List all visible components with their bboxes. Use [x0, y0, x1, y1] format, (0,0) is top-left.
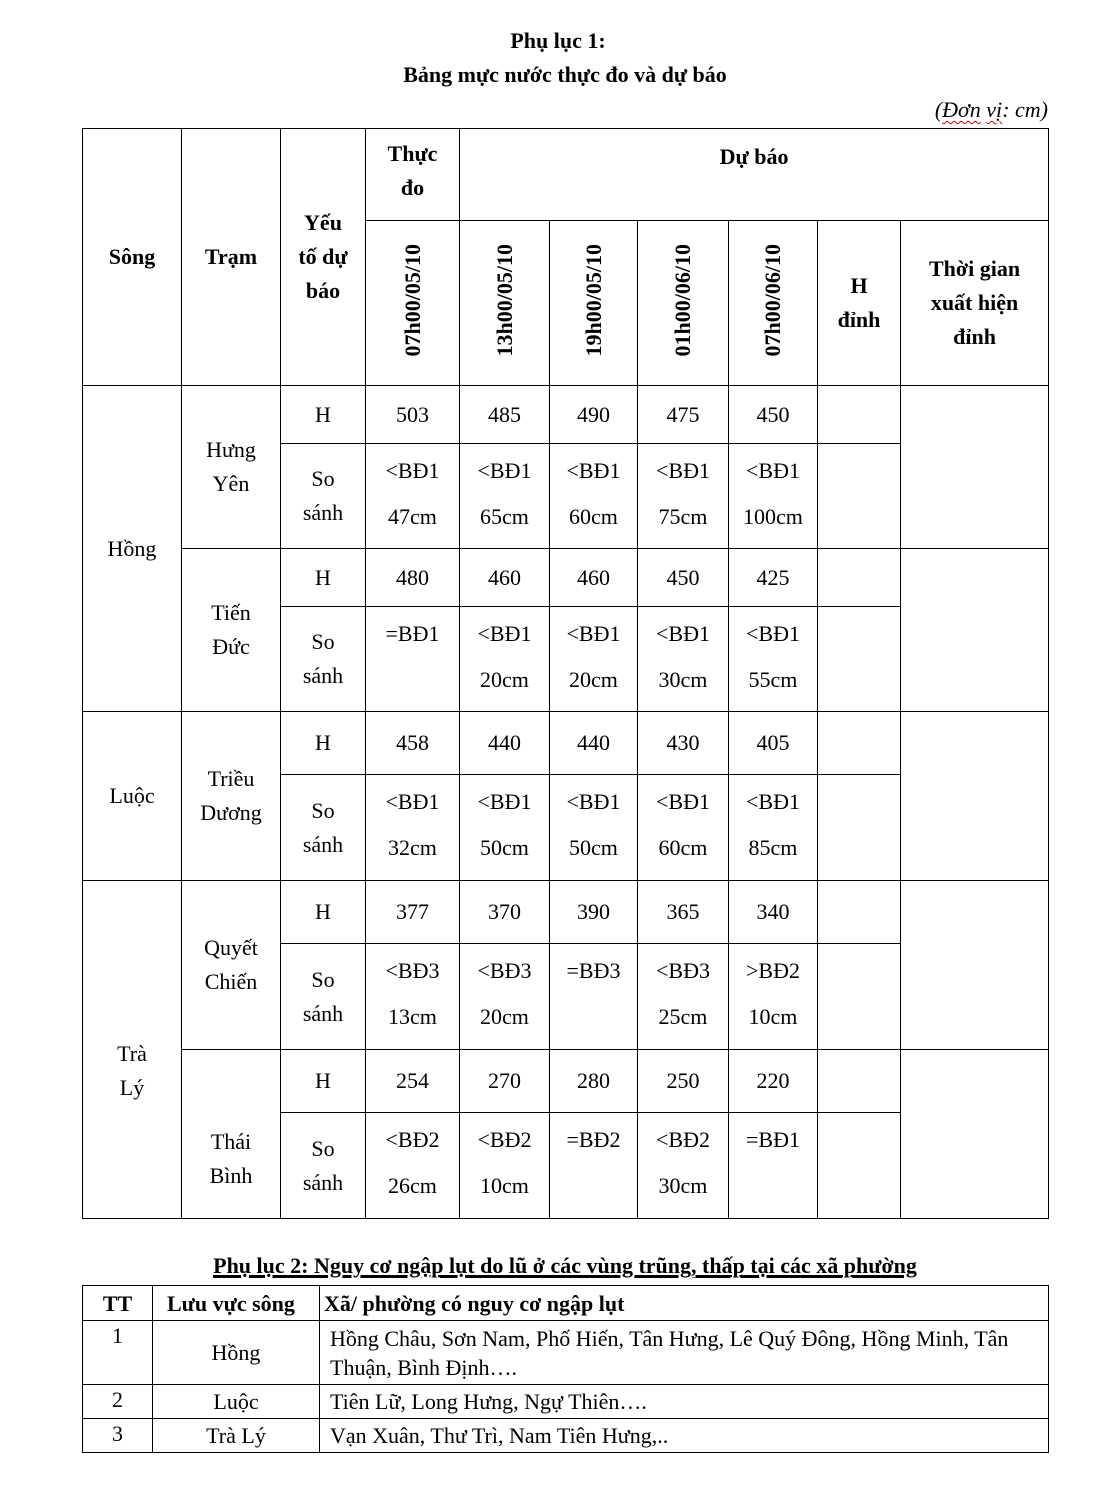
forecast-h-value: 475: [638, 386, 729, 444]
measured-h-value: 480: [366, 549, 460, 607]
compare-level: <BĐ1: [746, 458, 800, 483]
compare-level: <BĐ3: [656, 958, 710, 983]
forecast-h-value: 460: [460, 549, 550, 607]
table-row-h: [83, 549, 1049, 607]
header-peak-h: [818, 221, 901, 386]
header-time-1-label: 13h00/05/10: [491, 243, 517, 357]
factor-h: H: [281, 881, 366, 944]
measured-compare-value: [366, 944, 460, 1050]
compare-level: <BĐ1: [385, 789, 440, 814]
forecast-compare-value: [460, 1113, 550, 1219]
row-number: 3: [83, 1419, 153, 1453]
forecast-compare-value: [729, 444, 818, 549]
station-name-line-2: Chiến: [204, 969, 258, 994]
header-measured: [366, 129, 460, 221]
forecast-h-value: 450: [638, 549, 729, 607]
peak-h-cell: [818, 712, 901, 775]
peak-time-cell: [901, 549, 1049, 712]
peak-time-cell: [901, 1050, 1049, 1219]
row-number: 1: [83, 1321, 153, 1385]
river-basin: Luộc: [153, 1385, 320, 1419]
forecast-h-value: 440: [460, 712, 550, 775]
factor-compare: [281, 944, 366, 1050]
measured-compare-value: [366, 1113, 460, 1219]
factor-h: H: [281, 549, 366, 607]
forecast-h-value: 340: [729, 881, 818, 944]
river-name-line-2: Lý: [119, 1074, 145, 1100]
factor-compare: [281, 607, 366, 712]
forecast-h-value: 250: [638, 1050, 729, 1113]
forecast-h-value: 280: [550, 1050, 638, 1113]
row-number: 2: [83, 1385, 153, 1419]
factor-h: H: [281, 712, 366, 775]
compare-diff: 26cm: [388, 1173, 437, 1198]
forecast-h-value: 220: [729, 1050, 818, 1113]
factor-compare: [281, 1113, 366, 1219]
unit-prefix: (: [934, 97, 943, 122]
measured-h-value: 377: [366, 881, 460, 944]
header-station: Trạm: [182, 129, 281, 386]
at-risk-wards: Tiên Lữ, Long Hưng, Ngự Thiên….: [320, 1385, 1049, 1419]
header-basin: Lưu vực sông: [153, 1286, 320, 1321]
compare-level: <BĐ1: [385, 458, 440, 483]
forecast-compare-value: [638, 775, 729, 881]
header-forecast-text: Dự báo: [719, 144, 789, 169]
compare-diff: 60cm: [658, 835, 708, 860]
header-time-0: [366, 221, 460, 386]
forecast-compare-value: [729, 944, 818, 1050]
header-peak-time-text: Thời gian xuất hiện đỉnh: [929, 256, 1021, 349]
table-row-h: [83, 1050, 1049, 1113]
peak-h-cell: [818, 944, 901, 1050]
peak-time-cell: [901, 712, 1049, 881]
forecast-compare-value: [638, 944, 729, 1050]
station-name: [182, 712, 281, 881]
compare-diff: 32cm: [388, 835, 437, 860]
header-peak-time: [901, 221, 1049, 386]
forecast-h-value: 365: [638, 881, 729, 944]
header-measured-text: Thực đo: [387, 141, 438, 200]
header-time-1: [460, 221, 550, 386]
compare-diff: 10cm: [480, 1173, 529, 1198]
peak-h-cell: [818, 386, 901, 444]
peak-h-cell: [818, 1113, 901, 1219]
factor-h: H: [281, 1050, 366, 1113]
compare-diff: 30cm: [658, 667, 708, 692]
river-name: Hồng: [83, 386, 182, 712]
flood-risk-body: [83, 1321, 1049, 1453]
compare-level: <BĐ1: [746, 789, 800, 814]
flood-risk-table: [82, 1285, 1049, 1453]
compare-level: =BĐ1: [385, 621, 440, 646]
factor-compare-line-1: So: [311, 797, 335, 823]
appendix-1-subtitle: Bảng mực nước thực đo và dự báo: [403, 62, 727, 87]
compare-diff: 65cm: [480, 504, 529, 529]
appendix-2-title-text: Phụ lục 2: Nguy cơ ngập lụt do lũ ở các vùng trũng, thấp tại các xã phường: [213, 1253, 917, 1278]
forecast-h-value: 490: [550, 386, 638, 444]
peak-h-cell: [818, 444, 901, 549]
station-name: [182, 549, 281, 712]
station-name-line-2: Đức: [212, 634, 250, 659]
measured-compare-value: [366, 444, 460, 549]
station-name-line-1: Hưng: [206, 437, 256, 462]
measured-compare-value: [366, 775, 460, 881]
factor-compare-line-1: So: [311, 966, 335, 992]
station-name: [182, 386, 281, 549]
measured-h-value: 458: [366, 712, 460, 775]
appendix-2-title: [0, 1252, 1116, 1280]
header-wards: Xã/ phường có nguy cơ ngập lụt: [320, 1286, 1049, 1321]
measured-h-value: 503: [366, 386, 460, 444]
forecast-compare-value: [638, 1113, 729, 1219]
forecast-h-value: 450: [729, 386, 818, 444]
table-row-h: [83, 386, 1049, 444]
water-level-table: [82, 128, 1049, 1219]
forecast-compare-value: [550, 944, 638, 1050]
factor-compare-line-2: sánh: [302, 500, 344, 525]
river-name: Luộc: [83, 712, 182, 881]
header-forecast: [460, 129, 1049, 221]
table-row-h: [83, 881, 1049, 944]
compare-diff: 100cm: [743, 504, 803, 529]
factor-compare: [281, 444, 366, 549]
factor-h: H: [281, 386, 366, 444]
header-river: Sông: [83, 129, 182, 386]
forecast-h-value: 390: [550, 881, 638, 944]
station-name-line-2: Dương: [200, 800, 262, 825]
compare-level: <BĐ1: [566, 621, 621, 646]
river-basin: Trà Lý: [153, 1419, 320, 1453]
factor-compare-line-1: So: [311, 466, 335, 491]
compare-level: =BĐ2: [566, 1127, 621, 1152]
header-factor: [281, 129, 366, 386]
measured-compare-value: [366, 607, 460, 712]
measured-h-value: 254: [366, 1050, 460, 1113]
header-time-3-label: 01h00/06/10: [670, 243, 695, 357]
compare-level: <BĐ1: [566, 458, 621, 483]
header-time-2-label: 19h00/05/10: [580, 243, 606, 357]
compare-level: <BĐ1: [566, 789, 621, 814]
forecast-compare-value: [550, 1113, 638, 1219]
appendix-1-title: Phụ lục 1:: [510, 28, 606, 53]
peak-time-cell: [901, 881, 1049, 1050]
compare-diff: 50cm: [480, 835, 529, 860]
unit-note: [935, 97, 1048, 123]
forecast-compare-value: [550, 607, 638, 712]
factor-compare-line-1: So: [311, 629, 335, 654]
compare-diff: 20cm: [480, 1004, 529, 1029]
compare-diff: 75cm: [658, 504, 708, 529]
forecast-h-value: 460: [550, 549, 638, 607]
compare-level: <BĐ1: [477, 621, 532, 646]
forecast-h-value: 430: [638, 712, 729, 775]
compare-diff: 47cm: [388, 504, 437, 529]
forecast-compare-value: [460, 444, 550, 549]
table-row-h: [83, 712, 1049, 775]
peak-h-cell: [818, 881, 901, 944]
at-risk-wards: Hồng Châu, Sơn Nam, Phố Hiến, Tân Hưng, Lê Quý Đông, Hồng Minh, Tân Thuận, Bình Định….: [320, 1321, 1049, 1385]
compare-level: <BĐ1: [656, 789, 710, 814]
header-peak-h-text: H đỉnh: [837, 273, 881, 332]
forecast-compare-value: [729, 775, 818, 881]
forecast-compare-value: [550, 775, 638, 881]
compare-level: <BĐ3: [385, 958, 440, 983]
station-name-line-2: Yên: [212, 471, 250, 496]
compare-level: =BĐ3: [566, 958, 621, 983]
forecast-h-value: 370: [460, 881, 550, 944]
compare-diff: 60cm: [569, 504, 618, 529]
forecast-h-value: 405: [729, 712, 818, 775]
peak-h-cell: [818, 1050, 901, 1113]
factor-compare-line-2: sánh: [302, 663, 344, 688]
peak-h-cell: [818, 775, 901, 881]
compare-diff: 25cm: [658, 1004, 708, 1029]
compare-level: <BĐ2: [477, 1127, 532, 1152]
compare-diff: 30cm: [658, 1173, 708, 1198]
header-time-2: [550, 221, 638, 386]
peak-time-cell: [901, 386, 1049, 549]
compare-diff: 55cm: [748, 667, 798, 692]
peak-h-cell: [818, 549, 901, 607]
unit-word-1: Đơn: [942, 97, 981, 122]
compare-diff: 10cm: [748, 1004, 798, 1029]
unit-word-2: vị: [986, 97, 1003, 122]
header-time-0-label: 07h00/05/10: [399, 243, 425, 357]
forecast-compare-value: [460, 944, 550, 1050]
factor-compare-line-2: sánh: [302, 831, 344, 857]
header-time-4-label: 07h00/06/10: [760, 243, 785, 357]
water-level-body: [83, 386, 1049, 1219]
station-name-line-1: Quyết: [204, 935, 258, 960]
header-no: TT: [83, 1286, 153, 1321]
compare-level: <BĐ3: [477, 958, 532, 983]
compare-level: <BĐ1: [477, 789, 532, 814]
forecast-compare-value: [729, 607, 818, 712]
river-basin: Hồng: [153, 1321, 320, 1385]
factor-compare-line-2: sánh: [302, 1169, 344, 1195]
peak-h-cell: [818, 607, 901, 712]
station-name: [182, 1050, 281, 1219]
forecast-h-value: 425: [729, 549, 818, 607]
compare-diff: 85cm: [748, 835, 798, 860]
forecast-compare-value: [638, 607, 729, 712]
river-name: [83, 881, 182, 1219]
station-name-line-2: Bình: [209, 1163, 253, 1188]
at-risk-wards: Vạn Xuân, Thư Trì, Nam Tiên Hưng,..: [320, 1419, 1049, 1453]
compare-level: <BĐ1: [746, 621, 800, 646]
forecast-compare-value: [460, 775, 550, 881]
compare-diff: 20cm: [569, 667, 618, 692]
forecast-compare-value: [550, 444, 638, 549]
factor-compare: [281, 775, 366, 881]
header-factor-text: Yếu tố dự báo: [298, 210, 348, 303]
compare-level: <BĐ2: [656, 1127, 710, 1152]
table-row: [83, 1385, 1049, 1419]
factor-compare-line-2: sánh: [302, 1000, 344, 1026]
forecast-compare-value: [460, 607, 550, 712]
river-name-line-1: Trà: [117, 1040, 147, 1066]
station-name-line-1: Tiến: [211, 600, 251, 625]
table-row: [83, 1321, 1049, 1385]
unit-suffix: : cm): [1002, 97, 1048, 122]
factor-compare-line-1: So: [311, 1135, 335, 1161]
compare-diff: 50cm: [569, 835, 618, 860]
station-name-line-1: Triều: [207, 766, 255, 791]
compare-level: <BĐ2: [385, 1127, 440, 1152]
compare-level: <BĐ1: [477, 458, 532, 483]
forecast-h-value: 270: [460, 1050, 550, 1113]
forecast-compare-value: [638, 444, 729, 549]
compare-diff: 20cm: [480, 667, 529, 692]
forecast-compare-value: [729, 1113, 818, 1219]
header-time-3: [638, 221, 729, 386]
header-time-4: [729, 221, 818, 386]
forecast-h-value: 485: [460, 386, 550, 444]
forecast-h-value: 440: [550, 712, 638, 775]
compare-level: <BĐ1: [656, 458, 710, 483]
station-name-line-1: Thái: [210, 1129, 252, 1154]
compare-diff: 13cm: [388, 1004, 437, 1029]
compare-level: >BĐ2: [746, 958, 800, 983]
compare-level: =BĐ1: [746, 1127, 800, 1152]
table-row: [83, 1419, 1049, 1453]
station-name: [182, 881, 281, 1050]
compare-level: <BĐ1: [656, 621, 710, 646]
